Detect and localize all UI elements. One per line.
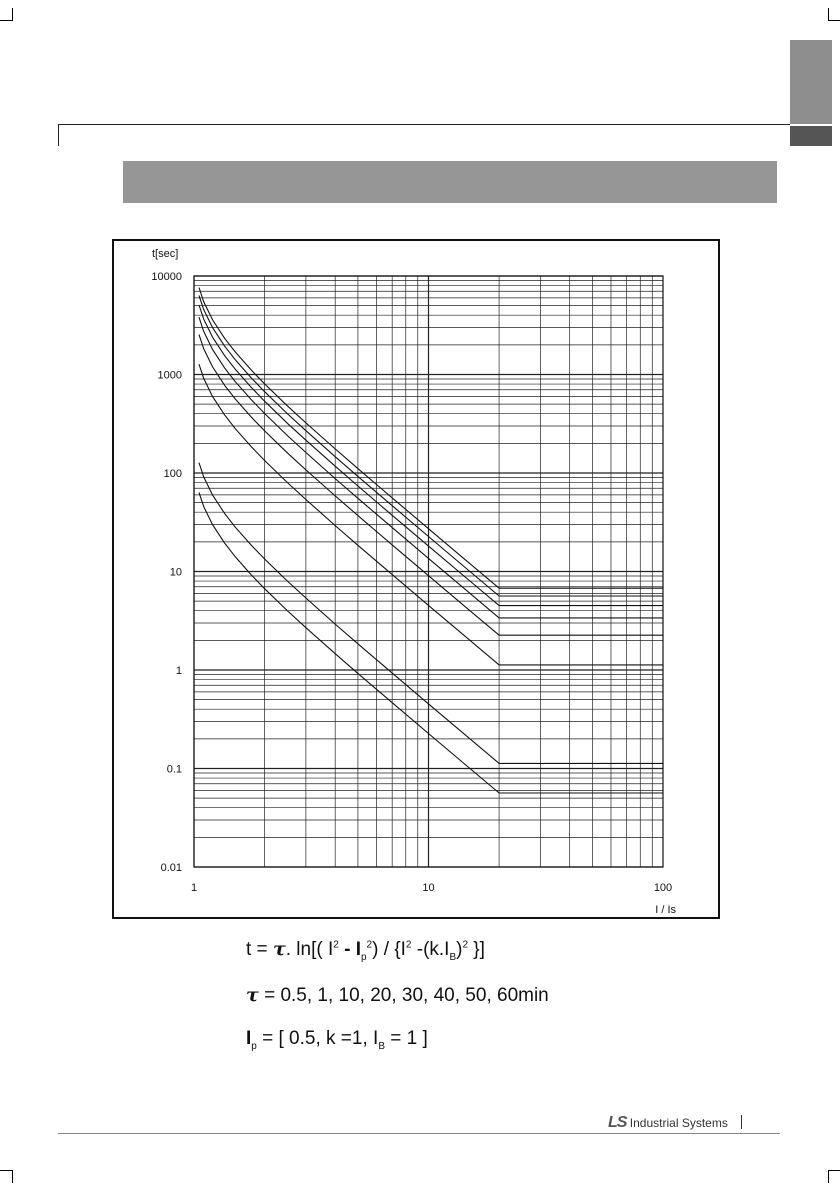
formula-sub: B — [449, 951, 457, 963]
logo-text: Industrial Systems — [629, 1116, 728, 1130]
trip-curve-tau-30 — [199, 317, 663, 618]
crop-mark-br-v — [828, 1170, 829, 1183]
formula-lhs: t = — [246, 939, 273, 960]
y-tick-label: 10 — [169, 566, 182, 579]
y-tick-label: 100 — [163, 468, 182, 480]
crop-mark-tl-v — [12, 8, 13, 21]
ip-symbol: I — [246, 1028, 252, 1049]
trip-curve-chart — [114, 241, 718, 917]
tau-symbol: τ — [272, 938, 286, 960]
formula-tau-values — [246, 984, 549, 1007]
formula-exp: 2 — [462, 939, 469, 951]
logo-mark: LS — [608, 1114, 627, 1131]
y-tick-label: 10000 — [151, 271, 182, 283]
formula-part: -(k.I — [411, 939, 450, 960]
crop-mark-tr-h — [828, 20, 840, 21]
trip-curve-tau-60 — [199, 288, 663, 589]
x-axis-label: I / Is — [655, 904, 676, 916]
formula-part: ) / {I — [372, 939, 406, 960]
x-tick-label: 10 — [422, 882, 435, 894]
crop-mark-tl-h — [0, 20, 12, 21]
section-title-bar — [123, 161, 777, 203]
formula-part: }] — [468, 939, 485, 960]
y-tick-label: 0.01 — [160, 862, 182, 874]
tau-symbol: τ — [246, 984, 259, 1006]
formula-part: ) — [456, 939, 463, 960]
trip-curve-tau-10 — [199, 364, 663, 665]
formula-part: . ln[( I — [285, 939, 334, 960]
y-axis-label: t[sec] — [152, 248, 179, 260]
formula-sub: p — [360, 951, 367, 963]
trip-curve-tau-50 — [199, 295, 663, 596]
crop-mark-br-h — [828, 1170, 840, 1171]
y-tick-label: 1000 — [157, 369, 182, 382]
crop-mark-tr-v — [828, 8, 829, 21]
formula-sub: B — [378, 1040, 385, 1052]
company-logo — [608, 1114, 728, 1132]
chart-frame — [112, 239, 720, 919]
formula-exp: 2 — [405, 939, 412, 951]
crop-mark-bl-h — [0, 1170, 12, 1171]
formula-parameters — [246, 1028, 428, 1052]
parameters-text: = [ 0.5, k =1, I — [256, 1028, 379, 1049]
x-tick-label: 1 — [190, 882, 198, 894]
header-rule — [58, 124, 790, 125]
footer-rule — [58, 1133, 780, 1134]
formula-exp: 2 — [333, 939, 339, 951]
side-tab-marker — [790, 126, 832, 146]
tau-values-text: = 0.5, 1, 10, 20, 30, 40, 50, 60min — [258, 985, 549, 1006]
trip-curve-tau-1 — [199, 463, 663, 764]
y-tick-label: 0.1 — [166, 763, 182, 776]
crop-mark-bl-v — [12, 1170, 13, 1183]
trip-curve-tau-20 — [199, 335, 663, 636]
side-tab — [790, 40, 832, 124]
parameters-text: = 1 ] — [384, 1028, 428, 1049]
trip-curve-tau-0.5 — [199, 492, 663, 793]
footer-separator — [741, 1115, 742, 1129]
y-tick-label: 1 — [175, 665, 182, 677]
formula-trip-time — [246, 938, 485, 963]
x-tick-label: 100 — [653, 882, 673, 894]
formula-exp: 2 — [366, 939, 373, 951]
formula-sub: p — [251, 1040, 257, 1052]
formula-part: - I — [338, 939, 361, 960]
header-rule-tick — [58, 124, 59, 146]
